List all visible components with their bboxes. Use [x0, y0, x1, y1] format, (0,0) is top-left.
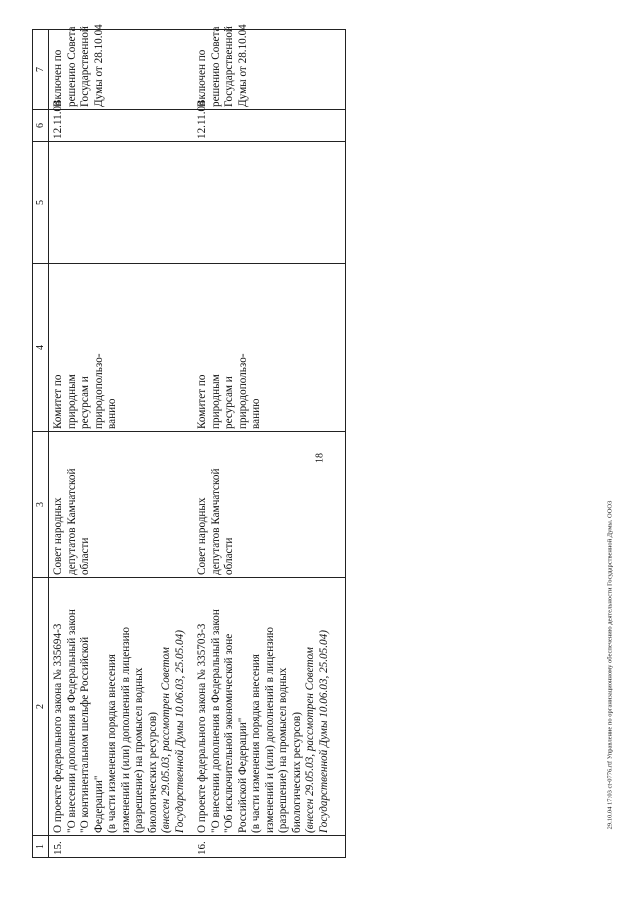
bill-title-line: изменений и (или) дополнений в лицензию [263, 627, 276, 833]
author-line: Совет народных [196, 497, 208, 575]
bill-title-cell [49, 578, 194, 836]
bill-title-line: О проекте федерального закона № 335694-3 [52, 623, 64, 833]
author-cell [193, 432, 346, 578]
bill-title-line: (разрешение) на промысел водных [133, 667, 145, 833]
committee-cell [49, 264, 194, 432]
committee-line: природным [65, 374, 78, 429]
column-header: 4 [33, 264, 49, 432]
bill-title-line: "О внесении дополнения в Федеральный закон [209, 609, 222, 833]
committee-line: ванию [106, 398, 118, 429]
bill-note-line: (внесен 29.05.03, рассмотрен Советом [160, 647, 172, 833]
committee-line: Комитет по [52, 374, 64, 429]
status-cell [193, 24, 346, 110]
row-number: 16. [193, 836, 346, 858]
status-line: Государственной [223, 26, 235, 107]
committee-line: ресурсам и [223, 376, 235, 429]
bill-note-line: Государственной Думы 10.06.03, 25.05.04) [173, 630, 186, 833]
column-5-cell [49, 142, 194, 264]
committee-line: природопользо- [92, 353, 105, 429]
bill-title-line: Российской Федерации" [236, 717, 249, 833]
author-line: области [223, 537, 235, 575]
committee-cell [193, 264, 346, 432]
committee-line: Комитет по [196, 374, 208, 429]
committee-line: природопользо- [236, 353, 249, 429]
status-line: решению Совета [209, 26, 222, 107]
column-header: 3 [33, 432, 49, 578]
column-header: 2 [33, 578, 49, 836]
status-line: Включен по [52, 49, 64, 107]
author-line: области [79, 537, 91, 575]
column-header: 7 [33, 30, 49, 110]
status-line: Думы от 28.10.04 [92, 24, 105, 107]
bill-title-line: Федерации" [92, 775, 105, 833]
table-row [49, 30, 194, 858]
bill-title-line: О проекте федерального закона № 335703-3 [196, 623, 208, 833]
column-header: 6 [33, 110, 49, 142]
author-line: Совет народных [52, 497, 64, 575]
column-header: 1 [33, 836, 49, 858]
column-header: 5 [33, 142, 49, 264]
status-line: Государственной [79, 26, 91, 107]
bill-title-line: (разрешение) на промысел водных [277, 667, 289, 833]
bill-title-line: "О внесении дополнения в Федеральный закон [65, 609, 78, 833]
bill-title-cell [193, 578, 346, 836]
bill-note-line: Государственной Думы 10.06.03, 25.05.04) [317, 630, 330, 833]
bill-title-line: "Об исключительной экономической зоне [223, 633, 235, 833]
date-cell: 12.11.04 [49, 110, 194, 142]
bill-note-line: (внесен 29.05.03, рассмотрен Советом [304, 647, 316, 833]
author-cell [49, 432, 194, 578]
bill-title-line: изменений и (или) дополнений в лицензию [119, 627, 132, 833]
committee-line: природным [209, 374, 222, 429]
page-number: 18 [314, 453, 326, 463]
bill-title-line: (в части изменения порядка внесения [106, 654, 118, 833]
status-line: Думы от 28.10.04 [236, 24, 249, 107]
committee-line: ресурсам и [79, 376, 91, 429]
author-line: депутатов Камчатской [209, 468, 222, 575]
bill-title-line: биологических ресурсов) [146, 712, 159, 833]
bills-table [32, 24, 346, 858]
table-row [193, 30, 346, 858]
column-5-cell [193, 142, 346, 264]
bills-table-container [32, 24, 552, 858]
column-number-header-row [33, 30, 49, 858]
row-number: 15. [49, 836, 194, 858]
bill-title-line: "О континентальном шельфе Российской [79, 636, 91, 833]
bill-title-line: (в части изменения порядка внесения [250, 654, 262, 833]
date-cell: 12.11.04 [193, 110, 346, 142]
bill-title-line: биологических ресурсов) [290, 712, 303, 833]
author-line: депутатов Камчатской [65, 468, 78, 575]
status-line: Включен по [196, 49, 208, 107]
print-footer: 29.10.04 17:03 ct-0776.rtf Управление по организационному обеспечению деятельности Государственной Думы. ООО3 [606, 500, 614, 830]
committee-line: ванию [250, 398, 262, 429]
status-cell [49, 24, 194, 110]
status-line: решению Совета [65, 26, 78, 107]
